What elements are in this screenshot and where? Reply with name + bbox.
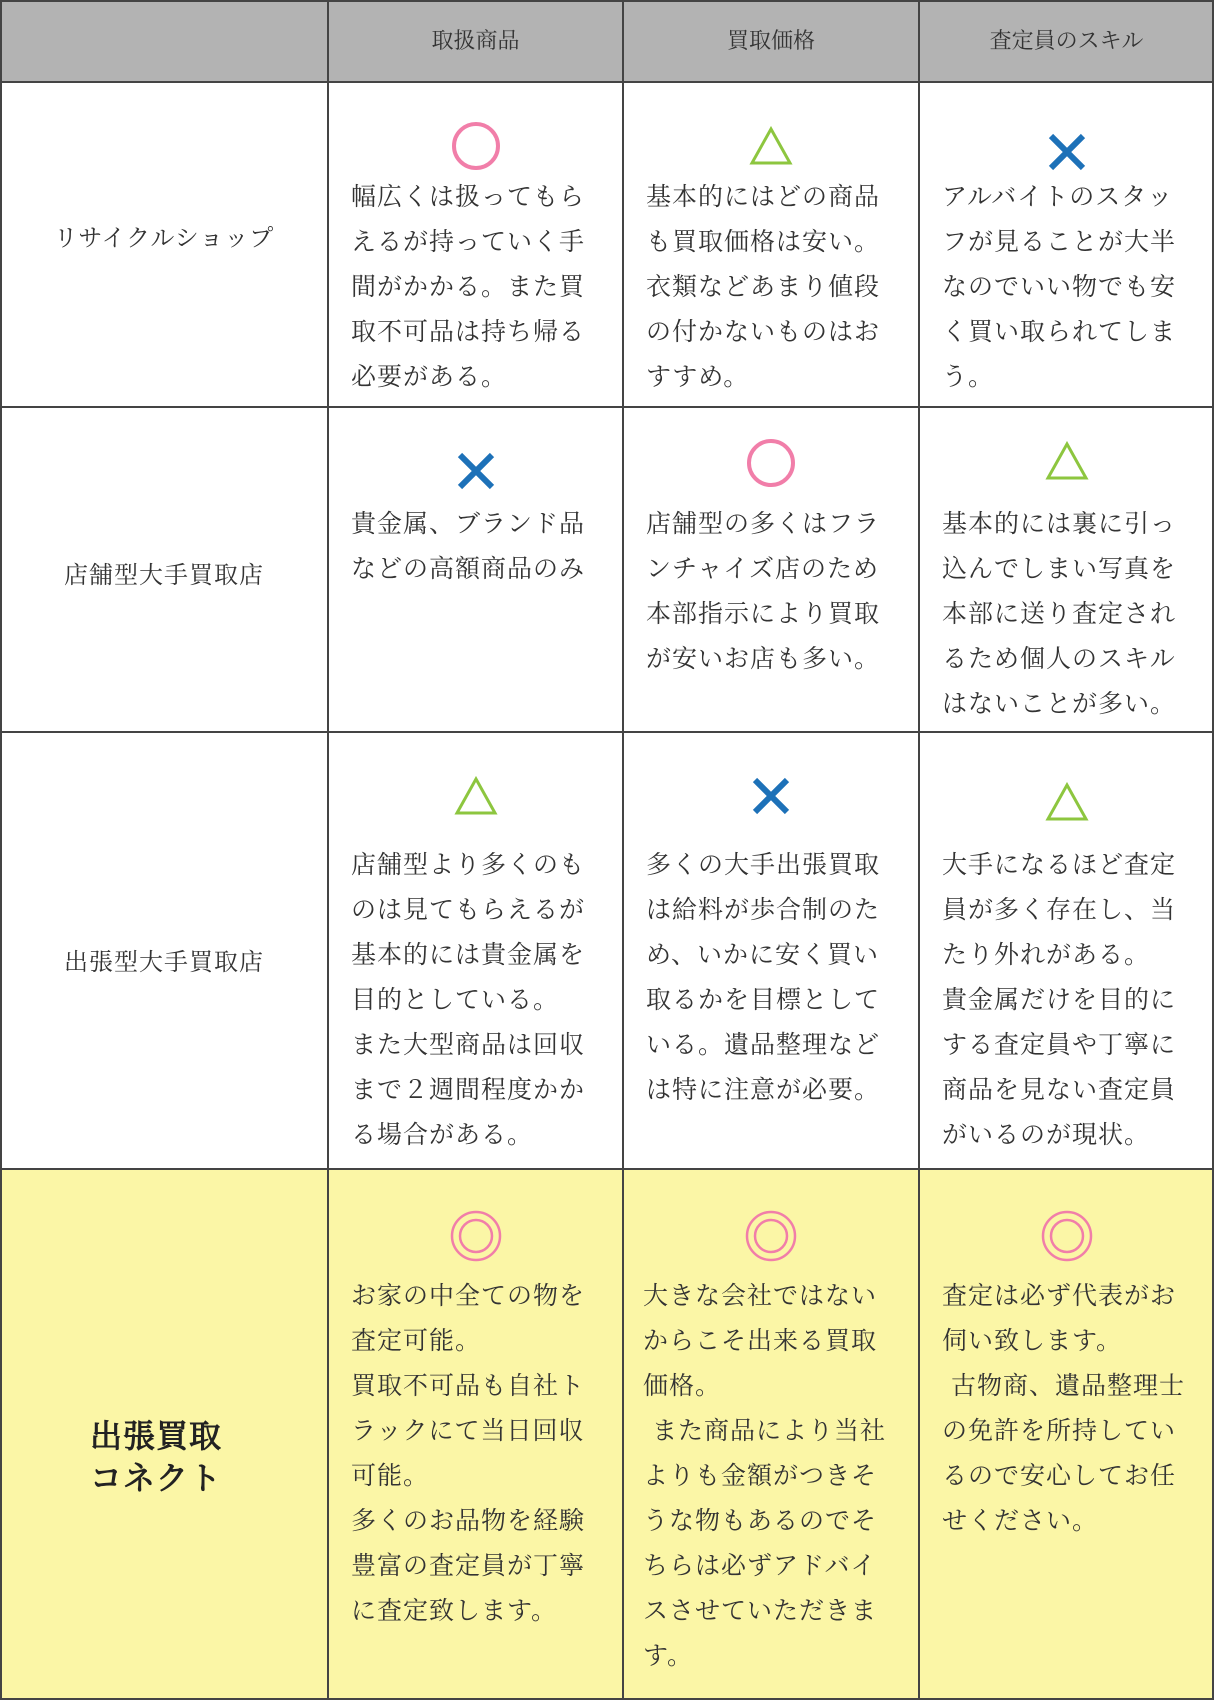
triangle-icon (623, 126, 919, 166)
header-corner (0, 0, 328, 82)
cell-text: 多くの大手出張買取 は給料が歩合制のた め、いかに安く買い 取るかを目標として いる。遺品整理など は特に注意が必要。 (646, 850, 881, 1104)
grid-line (622, 0, 624, 1700)
cell-visit-products (328, 732, 623, 1169)
cell-text: 基本的には裏に引っ 込んでしまい写真を 本部に送り査定され るため個人のスキル はないことが多い。 (942, 509, 1177, 718)
triangle-icon (919, 441, 1214, 481)
triangle-icon (919, 782, 1214, 822)
triangle-icon (328, 776, 623, 816)
cell-store-price (623, 407, 919, 732)
header-price: 買取価格 (623, 0, 919, 82)
circle-icon (623, 437, 919, 489)
cross-icon (919, 132, 1214, 172)
double-circle-icon (919, 1209, 1214, 1263)
cell-connect-price (623, 1169, 919, 1700)
header-products: 取扱商品 (328, 0, 623, 82)
grid-line (918, 0, 920, 1700)
cell-store-products (328, 407, 623, 732)
row-label-visit-chain: 出張型大手買取店 (64, 948, 264, 976)
cell-text: 基本的にはどの商品 も買取価格は安い。 衣類などあまり値段 の付かないものはお すすめ。 (646, 182, 881, 391)
connect-name-line2: コネクト (90, 1458, 223, 1497)
cell-recycle-skill (919, 82, 1214, 407)
cross-icon (328, 451, 623, 491)
grid-line (0, 81, 1214, 83)
cell-connect-products (328, 1169, 623, 1700)
header-skill: 査定員のスキル (919, 0, 1214, 82)
grid-line (327, 0, 329, 1700)
double-circle-icon (328, 1209, 623, 1263)
cell-text: 貴金属、ブランド品 などの高額商品のみ (351, 509, 586, 583)
cell-store-skill (919, 407, 1214, 732)
cell-visit-price (623, 732, 919, 1169)
cell-connect-skill (919, 1169, 1214, 1700)
row-label-recycle-shop: リサイクルショップ (53, 224, 275, 252)
cell-text: アルバイトのスタッ フが見ることが大半 なのでいい物でも安 く買い取られてしま う。 (942, 182, 1177, 391)
cell-text: 大手になるほど査定 員が多く存在し、当 たり外れがある。 貴金属だけを目的に する査定員や丁寧に 商品を見ない査定員 がいるのが現状。 (942, 850, 1177, 1149)
cell-visit-skill (919, 732, 1214, 1169)
circle-icon (328, 120, 623, 172)
cell-text: 店舗型より多くのも のは見てもらえるが 基本的には貴金属を 目的としている。 また大型商品は回収 まで２週間程度かか る場合がある。 (351, 850, 586, 1149)
cell-text: 大きな会社ではない からこそ出来る買取 価格。 また商品により当社 よりも金額がつきそ うな物もあるのでそ ちらは必ずアドバイ スさせていただきま す。 (643, 1281, 886, 1670)
connect-name-line1: 出張買取 (90, 1416, 223, 1455)
double-circle-icon (623, 1209, 919, 1263)
cell-text: お家の中全ての物を 査定可能。 買取不可品も自社ト ラックにて当日回収 可能。 多くのお品物を経験 豊富の査定員が丁寧 に査定致します。 (351, 1281, 586, 1625)
cell-text: 店舗型の多くはフラ ンチャイズ店のため 本部指示により買取 が安いお店も多い。 (646, 509, 881, 673)
cross-icon (623, 776, 919, 816)
grid-line (0, 406, 1214, 408)
cell-text: 幅広くは扱ってもら えるが持っていく手 間がかかる。また買 取不可品は持ち帰る 必要がある。 (351, 182, 586, 391)
row-label-store-chain: 店舗型大手買取店 (64, 561, 264, 589)
grid-line (0, 1168, 1214, 1170)
cell-recycle-products (328, 82, 623, 407)
cell-text: 査定は必ず代表がお 伺い致します。 古物商、遺品整理士 の免許を所持してい るので安心してお任 せください。 (942, 1281, 1185, 1535)
grid-line (0, 731, 1214, 733)
cell-recycle-price (623, 82, 919, 407)
row-label-connect (0, 1169, 328, 1700)
